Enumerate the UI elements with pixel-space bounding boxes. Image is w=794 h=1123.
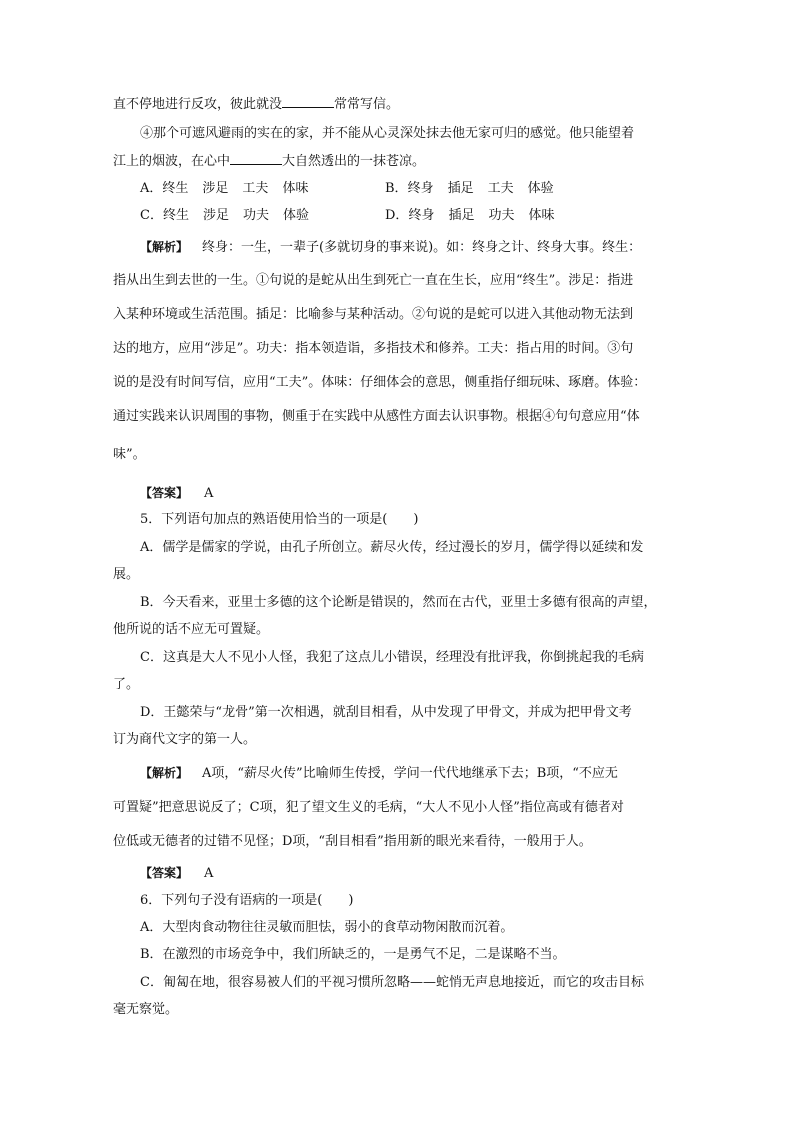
q3-item4-line2: [113, 152, 425, 171]
q3-analysis-line-2: 入某种环境或生活范围。插足：比喻参与某种活动。②句说的是蛇可以进入其他动物无法到: [113, 307, 634, 322]
q5-option-d-line2: 订为商代文字的第一人。: [113, 732, 257, 747]
q3-analysis-line-5: 通过实践来认识周围的事物，侧重于在实践中从感性方面去认识事物。根据④句句意应用“体: [113, 409, 640, 424]
q3-analysis-line-6: 味”。: [113, 447, 146, 462]
answer-value: A: [204, 866, 214, 881]
q3-analysis-line-1: 指从出生到去世的一生。①句说的是蛇从出生到死亡一直在生长，应用“终生”。涉足：指进: [113, 273, 634, 288]
q5-option-c-line1: C．这真是大人不见小人怪，我犯了这点儿小错误，经理没有批评我，你倒挑起我的毛病: [140, 650, 644, 665]
q6-option-c-line1: C．匍匐在地，很容易被人们的平视习惯所忽略——蛇悄无声息地接近，而它的攻击目标: [140, 975, 644, 990]
q5-option-a-line2: 展。: [113, 567, 140, 582]
q3-option-d: D．终身 插足 功夫 体味: [385, 208, 555, 223]
analysis-tag: 【解析】: [140, 766, 189, 780]
q3-analysis-line-4: 说的是没有时间写信，应用“工夫”。体味：仔细体会的意思，侧重指仔细玩味、琢磨。体验：: [113, 375, 647, 390]
analysis-tag: 【解析】: [140, 240, 189, 254]
q5-analysis-line-2: 位低或无德者的过错不见怪；D项，“刮目相看”指用新的眼光来看待，一般用于人。: [113, 834, 592, 849]
q6-option-a: A．大型肉食动物往往灵敏而胆怯，弱小的食草动物闲散而沉着。: [140, 920, 514, 935]
q3-item4-line1: ④那个可遮风避雨的实在的家，并不能从心灵深处抹去他无家可归的感觉。他只能望着: [140, 126, 635, 141]
q3-item4-text-a: 江上的烟波，在心中: [113, 154, 231, 169]
answer-value: A: [204, 486, 214, 501]
q5-answer: [140, 864, 213, 883]
q3-line1-text-a: 直不停地进行反攻，彼此就没: [113, 97, 283, 112]
q5-analysis-line-0: 【解析】 A项，“薪尽火传”比喻师生传授，学问一代代地继承下去；B项，“不应无: [140, 766, 618, 781]
answer-tag: 【答案】: [140, 866, 189, 880]
q3-analysis-line-0: 【解析】 终身：一生，一辈子(多就切身的事来说)。如：终身之计、终身大事。终生：: [140, 240, 642, 255]
answer-blank-3: [282, 95, 334, 108]
q6-option-c-line2: 毫无察觉。: [113, 1002, 179, 1017]
q3-answer: [140, 484, 213, 503]
q3-analysis-line-3: 达的地方，应用“涉足”。功夫：指本领造诣，多指技术和修养。工夫：指占用的时间。③句: [113, 341, 634, 356]
q3-item4-text-b: 大自然透出的一抹苍凉。: [282, 154, 426, 169]
answer-tag: 【答案】: [140, 486, 189, 500]
q5-option-b-line1: B．今天看来，亚里士多德的这个论断是错误的，然而在古代，亚里士多德有很高的声望，: [140, 595, 657, 610]
q3-line1-text-b: 常常写信。: [334, 97, 400, 112]
q3-line1: [113, 95, 399, 114]
q3-option-a: A．终生 涉足 工夫 体味: [140, 181, 309, 196]
q5-option-a-line1: A．儒学是儒家的学说，由孔子所创立。薪尽火传，经过漫长的岁月，儒学得以延续和发: [140, 540, 644, 555]
q3-option-b: B．终身 插足 工夫 体验: [385, 181, 554, 196]
q5-stem: 5．下列语句加点的熟语使用恰当的一项是( ): [140, 512, 419, 527]
answer-blank-4: [230, 152, 282, 165]
q6-stem: 6．下列句子没有语病的一项是( ): [140, 893, 354, 908]
q5-option-b-line2: 他所说的话不应无可置疑。: [113, 622, 270, 637]
q5-analysis-line-1: 可置疑”把意思说反了；C项，犯了望文生义的毛病，“大人不见小人怪”指位高或有德者对: [113, 800, 624, 815]
q6-option-b: B．在激烈的市场竞争中，我们所缺乏的，一是勇气不足，二是谋略不当。: [140, 947, 566, 962]
q3-option-c: C．终生 涉足 功夫 体验: [140, 208, 310, 223]
q5-option-c-line2: 了。: [113, 677, 140, 692]
q5-option-d-line1: D．王懿荣与“龙骨”第一次相遇，就刮目相看，从中发现了甲骨文，并成为把甲骨文考: [140, 705, 632, 720]
